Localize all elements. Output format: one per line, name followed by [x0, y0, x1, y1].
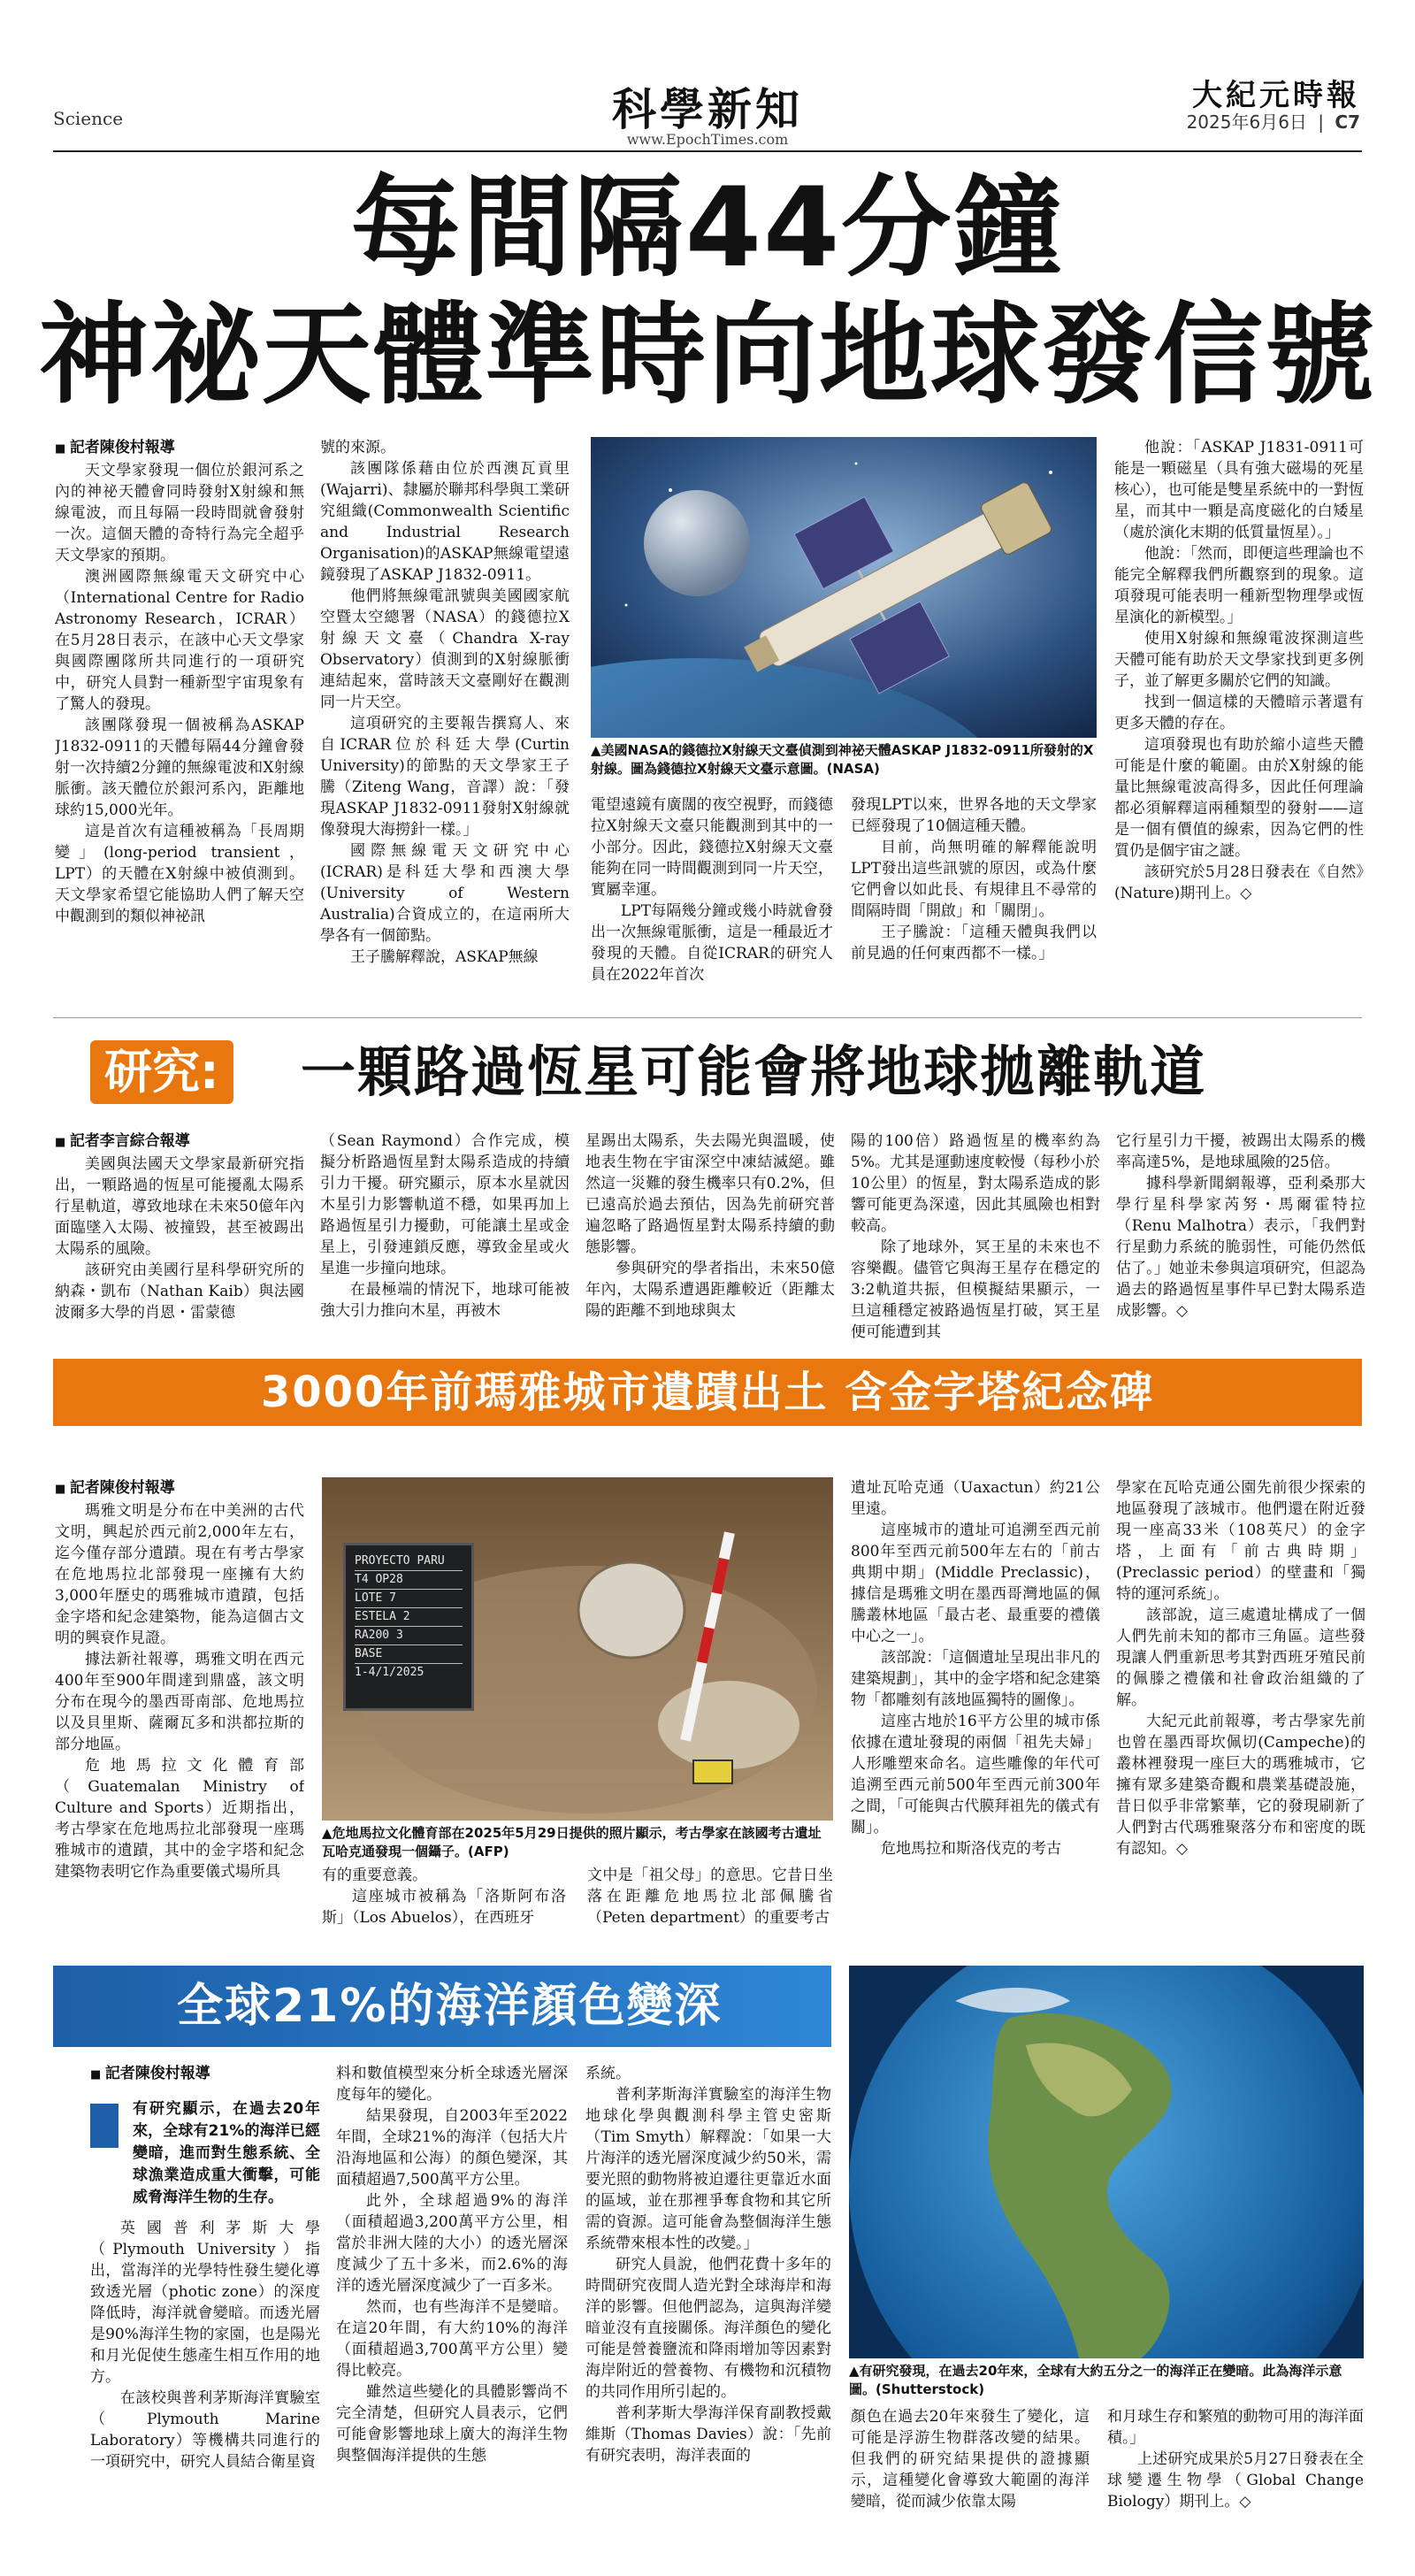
article2-byline: ■ 記者李言綜合報導 [55, 1131, 304, 1154]
slate-line: LOTE 7 [355, 1590, 463, 1608]
paragraph: 據法新社報導，瑪雅文明在西元400年至900年間達到鼎盛，該文明分布在現今的墨西哥南部、危地馬拉以及貝里斯、薩爾瓦多和洪都拉斯的部分地區。 [55, 1651, 304, 1753]
paragraph: 危地馬拉文化體育部（Guatemalan Ministry of Culture and Sports）近期指出，考古學家在危地馬拉北部發現一座瑪雅城市的遺蹟，其中的金字塔和紀念建築物表明它作為重要儀式場所具 [55, 1757, 304, 1881]
paragraph: 澳洲國際無線電天文研究中心（International Centre for Radio Astronomy Research，ICRAR）在5月28日表示，在該中心天文學家與國際團隊所共同進行的一項研究中，研究人員對一種新型宇宙現象有了驚人的發現。 [55, 568, 304, 713]
paragraph: 這座古地於16平方公里的城市係依據在遺址發現的兩個「祖先夫婦」人形雕塑來命名。這些雕像的年代可追溯至西元前500年至西元前300年之間，「可能與古代膜拜祖先的儀式有關」。 [851, 1713, 1100, 1836]
article2-col3 [585, 1131, 835, 1343]
paragraph: 大紀元此前報導，考古學家先前也曾在墨西哥坎佩切(Campeche)的叢林裡發現一座巨大的瑪雅城市，它擁有眾多建築奇觀和農業基礎設施，昔日似乎非常繁華，它的發現刷新了人們對古代瑪雅聚落分布和密度的既有認知。◇ [1116, 1713, 1365, 1858]
chandra-telescope-image [591, 437, 1097, 738]
paragraph: 該研究於5月28日發表在《自然》(Nature)期刊上。◇ [1114, 863, 1364, 902]
article4-headline-banner [53, 1966, 831, 2047]
paragraph: 美國與法國天文學家最新研究指出，一顆路過的恆星可能擾亂太陽系行星軌道，導致地球在未來50億年內面臨墜入太陽、被撞毀，甚至被踢出太陽系的風險。 [55, 1155, 304, 1258]
paragraph: 他們將無線電訊號與美國國家航空暨太空總署（NASA）的錢德拉X射線天文臺（Chandra X-ray Observatory）偵測到的X射線脈衝連結起來，當時該天文臺剛好在觀測同一片天空。 [320, 587, 570, 711]
paragraph: 然而，也有些海洋不是變暗。在這20年間，有大約10%的海洋（面積超過3,700萬平方公里）變得比較亮。 [336, 2298, 568, 2380]
article1-photo-caption: ▲ 美國NASA的錢德拉X射線天文臺偵測到神祕天體ASKAP J1832-0911所發射的X射線。圖為錢德拉X射線天文臺示意圖。(NASA) [591, 741, 1097, 778]
header-date-page [1187, 108, 1360, 134]
paragraph: 除了地球外，冥王星的未來也不容樂觀。儘管它與海王星存在穩定的3:2軌道共振，但模擬結果顯示，一旦這種穩定被路過恆星打破，冥王星便可能遭到其 [851, 1238, 1100, 1341]
article3-col2 [322, 1865, 566, 1953]
paragraph: LPT每隔幾分鐘或幾小時就會發出一次無線電脈衝，這是一種最近才發現的天體。自從ICRAR的研究人員在2022年首次 [591, 902, 833, 984]
article4-byline: ■ 記者陳俊村報導 [90, 2063, 320, 2086]
paragraph: 上述研究成果於5月27日發表在全球變遷生物學（Global Change Biology）期刊上。◇ [1107, 2450, 1364, 2511]
paragraph: 料和數值模型來分析全球透光層深度每年的變化。 [336, 2065, 568, 2104]
paragraph: 研究人員說，他們花費十多年的時間研究夜間人造光對全球海岸和海洋的影響。但他們認為，這與海洋變暗並沒有直接關係。海洋顏色的變化可能是營養鹽流和降雨增加等因素對海岸附近的營養物、有機物和沉積物的共同作用所引起的。 [585, 2256, 831, 2401]
paragraph: 此外，全球超過9%的海洋（面積超過3,200萬平方公里，相當於非洲大陸的大小）的透光層深度減少了五十多米，而2.6%的海洋的透光層深度減少了一百多米。 [336, 2192, 568, 2295]
paragraph: 和月球生存和繁殖的動物可用的海洋面積。」 [1107, 2408, 1364, 2447]
earth-illustration [849, 1966, 1364, 2358]
slate-line: BASE [355, 1645, 463, 1664]
article4-headline: 全球21%的海洋顏色變深 [177, 1980, 723, 2033]
paragraph: 號的來源。 [320, 439, 395, 456]
lead-paragraph: 有研究顯示，在過去20年來，全球有21%的海洋已經變暗，進而對生態系統、全球漁業造成重大衝擊，可能威脅海洋生物的生存。 [133, 2100, 320, 2206]
paragraph: 該團隊發現一個被稱為ASKAP J1832-0911的天體每隔44分鐘會發射一次持續2分鐘的無線電波和X射線脈衝。該天體位於銀河系內，距離地球約15,000光年。 [55, 717, 304, 819]
header-section-en: Science [53, 108, 124, 129]
paragraph: 該部說：「這個遺址呈現出非凡的建築規劃」，其中的金字塔和紀念建築物「都雕刻有該地區獨特的圖像」。 [851, 1649, 1100, 1709]
header-section-zh: 科學新知 [612, 84, 803, 135]
paper-name-logo: 大紀元時報 [1192, 78, 1360, 113]
paragraph: 使用X射線和無線電波探測這些天體可能有助於天文學家找到更多例子，並了解更多關於它們的知識。 [1114, 630, 1364, 690]
paragraph: 星踢出太陽系，失去陽光與溫暖，使地表生物在宇宙深空中凍結滅絕。雖然這一災難的發生機率只有0.2%，但已遠高於過去預估，因為先前研究普遍忽略了路過恆星對太陽系持續的動態影響。 [585, 1132, 835, 1256]
article1-col4 [851, 794, 1097, 1007]
header-separator: | [1318, 111, 1325, 133]
paragraph: 系統。 [585, 2065, 631, 2082]
slate-line: ESTELA 2 [355, 1608, 463, 1627]
paragraph: 陽的100倍）路過恆星的機率約為5%。尤其是運動速度較慢（每秒小於10公里）的恆星，對太陽系造成的影響可能更為深遠，因此其風險也相對較高。 [851, 1132, 1100, 1235]
article2-col2 [320, 1131, 570, 1343]
lead-accent-bar [90, 2104, 119, 2148]
article2-col5 [1116, 1131, 1365, 1343]
paragraph: 他說：「然而，即便這些理論也不能完全解釋我們所觀察到的現象。這項發現可能表明一種新型物理學或恆星演化的新模型。」 [1114, 545, 1364, 626]
paragraph: 普利茅斯大學海洋保育副教授戴維斯（Thomas Davies）說：「先前有研究表明，海洋表面的 [585, 2404, 831, 2465]
header-rule [53, 150, 1362, 152]
paragraph: 文中是「祖父母」的意思。它昔日坐落在距離危地馬拉北部佩騰省（Peten department）的重要考古 [587, 1867, 833, 1927]
paragraph: 有的重要意義。 [322, 1867, 427, 1884]
paragraph: 這是首次有這種被稱為「長周期變」(long-period transient，LPT）的天體在X射線中被偵測到。天文學家希望它能協助人們了解天空中觀測到的類似神祕訊 [55, 823, 304, 925]
paragraph: 他說：「ASKAP J1831-0911可能是一顆磁星（具有強大磁場的死星核心），也可能是雙星系統中的一對恆星，而其中一顆是高度磁化的白矮星（處於演化末期的低質量恆星）。」 [1114, 439, 1364, 541]
paragraph: 找到一個這樣的天體暗示著還有更多天體的存在。 [1114, 694, 1364, 732]
paragraph: 這項發現也有助於縮小這些天體可能是什麼的範圍。由於X射線的能量比無線電波高得多，因此任何理論都必須解釋這兩種類型的發射——這是一個有價值的線索，因為它們的性質仍是個宇宙之謎。 [1114, 736, 1364, 860]
article4-col4 [851, 2406, 1090, 2530]
paragraph: 王子騰說：「這種天體與我們以前見過的任何東西都不一樣。」 [851, 924, 1097, 962]
slate-line: 1-4/1/2025 [355, 1666, 424, 1679]
article4-col1 [90, 2063, 320, 2532]
paragraph: 瑪雅文明是分布在中美洲的古代文明，興起於西元前2,000年左右，迄今僅存部分遺蹟。現在有考古學家在危地馬拉北部發現一座擁有大約3,000年歷史的瑪雅城市遺蹟，包括金字塔和紀念建築物，能為這個古文明的興衰作見證。 [55, 1502, 304, 1647]
header-website: www.EpochTimes.com [626, 131, 789, 148]
article1-col2 [320, 437, 570, 1003]
paragraph: 發現LPT以來，世界各地的天文學家已經發現了10個這種天體。 [851, 796, 1097, 835]
slate-line: RA200 3 [355, 1627, 463, 1645]
header-page: C7 [1335, 111, 1360, 133]
paragraph: 參與研究的學者指出，未來50億年內，太陽系遭遇距離較近（距離太陽的距離不到地球與太 [585, 1260, 835, 1320]
article4-col2 [336, 2063, 568, 2532]
paragraph: 目前，尚無明確的解釋能說明LPT發出這些訊號的原因，或為什麼它們會以如此長、有規律且不尋常的間隔時間「開啟」和「關閉」。 [851, 839, 1097, 920]
article1-col1 [55, 437, 304, 1003]
article3-col1 [55, 1477, 304, 1920]
paragraph: 國際無線電天文研究中心(ICRAR)是科廷大學和西澳大學(University of Western Australia)合資成立的，在這兩所大學各有一個節點。 [320, 842, 570, 945]
chandra-illustration [591, 437, 1097, 738]
paragraph: 普利茅斯海洋實驗室的海洋生物地球化學與觀測科學主管史密斯（Tim Smyth）解釋說：「如果一大片海洋的透光層深度減少約50米，需要光照的動物將被迫遷往更靠近水面的區域，並在那裡爭奪食物和其它所需的資源。這可能會為整個海洋生態系統帶來根本性的改變。」 [585, 2086, 831, 2252]
maya-excavation-photo [322, 1477, 833, 1821]
article3-col3 [587, 1865, 833, 1953]
dig-slate-board [343, 1543, 474, 1711]
article1-headline-1: 每間隔44分鐘 [350, 165, 1065, 292]
paragraph: 該部說，這三處遺址構成了一個人們先前未知的都市三角區。這些發現讓人們重新思考其對西班牙殖民前的佩滕之禮儀和社會政治組織的了解。 [1116, 1606, 1365, 1709]
article2-col4 [851, 1131, 1100, 1343]
paragraph: 王子騰解釋說，ASKAP無線 [350, 948, 539, 966]
paragraph: 危地馬拉和斯洛伐克的考古 [881, 1840, 1061, 1858]
header-date: 2025年6月6日 [1186, 111, 1307, 133]
article3-headline-banner: 3000年前瑪雅城市遺蹟出土 含金字塔紀念碑 [53, 1359, 1362, 1426]
paragraph: 它行星引力干擾，被踢出太陽系的機率高達5%，是地球風險的25倍。 [1116, 1132, 1365, 1171]
paragraph: 據科學新聞網報導，亞利桑那大學行星科學家芮努・馬爾霍特拉（Renu Malhotra）表示，「我們對行星動力系統的脆弱性，可能仍然低估了。」她並未參與這項研究，但認為過去的路過恆星事件早已對太陽系造成影響。◇ [1116, 1175, 1365, 1320]
paragraph: 在該校與普利茅斯海洋實驗室（Plymouth Marine Laboratory）等機構共同進行的一項研究中，研究人員結合衛星資 [90, 2389, 320, 2471]
paragraph: 雖然這些變化的具體影響尚不完全清楚，但研究人員表示，它們可能會影響地球上廣大的海洋生物與整個海洋提供的生態 [336, 2383, 568, 2465]
paragraph: 這座城市被稱為「洛斯阿布洛斯」（Los Abuelos），在西班牙 [322, 1888, 566, 1927]
article4-photo-caption: ▲ 有研究發現，在過去20年來，全球有大約五分之一的海洋正在變暗。此為海洋示意圖。(Shutterstock) [849, 2362, 1364, 2399]
paragraph: 該研究由美國行星科學研究所的納森・凱布（Nathan Kaib）與法國波爾多大學的肖恩・雷蒙德 [55, 1261, 304, 1322]
paragraph: 電望遠鏡有廣闊的夜空視野，而錢德拉X射線天文臺只能觀測到其中的一小部分。因此，錢德拉X射線天文臺能夠在同一時間觀測到同一片天空，實屬幸運。 [591, 796, 833, 899]
article1-headline-2: 神祕天體準時向地球發信號 [38, 292, 1376, 419]
slate-line: T4 OP28 [355, 1571, 463, 1590]
paragraph: 學家在瓦哈克通公園先前很少探索的地區發現了該城市。他們還在附近發現一座高33米（108英尺）的金字塔，上面有「前古典時期」(Preclassic period）的壁畫和「獨特的運河系統」。 [1116, 1479, 1365, 1603]
article3-col4 [851, 1477, 1100, 1955]
paragraph: 遺址瓦哈克通（Uaxactun）約21公里遠。 [851, 1479, 1100, 1518]
article1-col5 [1114, 437, 1364, 1007]
section-rule [53, 1017, 1362, 1018]
paragraph: （Sean Raymond）合作完成，模擬分析路過恆星對太陽系造成的持續引力干擾。研究顯示，原本水星就因木星引力影響軌道不穩，如果再加上路過恆星引力擾動，可能讓土星或金星上，引發連鎖反應，導致金星或火星進一步撞向地球。 [320, 1132, 570, 1277]
article3-photo-caption: ▲ 危地馬拉文化體育部在2025年5月29日提供的照片顯示，考古學家在該國考古遺址瓦哈克通發現一個鑷子。(AFP) [322, 1824, 833, 1861]
paragraph: 該團隊係藉由位於西澳瓦貢里(Wajarri)、隸屬於聯邦科學與工業研究組織(Commonwealth Scientific and Industrial Research Organisation)的ASKAP無線電望遠鏡發現了ASKAP J1832-0911。 [320, 460, 570, 584]
paragraph: 在最極端的情況下，地球可能被強大引力推向木星，再被木 [320, 1281, 570, 1320]
paragraph: 顏色在過去20年來發生了變化，這可能是浮游生物群落改變的結果。但我們的研究結果提供的證據顯示，這種變化會導致大範圍的海洋變暗，從而減少依靠太陽 [851, 2408, 1090, 2511]
article1-col3 [591, 794, 833, 1007]
article4-lead [90, 2098, 320, 2209]
paragraph: 結果發現，自2003年至2022年間，全球21%的海洋（包括大片沿海地區和公海）的顏色變深，其面積超過7,500萬平方公里。 [336, 2107, 568, 2189]
article4-col5 [1107, 2406, 1364, 2530]
article4-col3 [585, 2063, 831, 2532]
article2-col1 [55, 1131, 304, 1343]
paragraph: 這項研究的主要報告撰寫人、來自ICRAR位於科廷大學(Curtin University)的節點的天文學家王子騰（Ziteng Wang，音譯）說：「發現ASKAP J1832-0911發射X射線就像發現大海撈針一樣。」 [320, 715, 570, 839]
article3-col5 [1116, 1477, 1365, 1955]
article1-byline: ■ 記者陳俊村報導 [55, 437, 304, 460]
earth-ocean-image [849, 1966, 1364, 2358]
paragraph: 英國普利茅斯大學（Plymouth University）指出，當海洋的光學特性發生變化導致透光層（photic zone）的深度降低時，海洋就會變暗。而透光層是90%海洋生物的家園，也是陽光和月光促使生態產生相互作用的地方。 [90, 2220, 320, 2386]
article3-byline: ■ 記者陳俊村報導 [55, 1477, 304, 1500]
paragraph: 天文學家發現一個位於銀河系之內的神祕天體會同時發射X射線和無線電波，而且每隔一段時間就會發射一次。這個天體的奇特行為完全超乎天文學家的預期。 [55, 462, 304, 564]
paragraph: 這座城市的遺址可追溯至西元前800年至西元前500年左右的「前古典期中期」(Middle Preclassic)，據信是瑪雅文明在墨西哥灣地區的佩騰叢林地區「最古老、最重要的禮儀中心之一」。 [851, 1522, 1100, 1645]
article2-headline: 一顆路過恆星可能會將地球拋離軌道 [301, 1039, 1207, 1104]
slate-line: PROYECTO PARU [355, 1552, 463, 1571]
article2-tag: 研究: [90, 1040, 233, 1104]
